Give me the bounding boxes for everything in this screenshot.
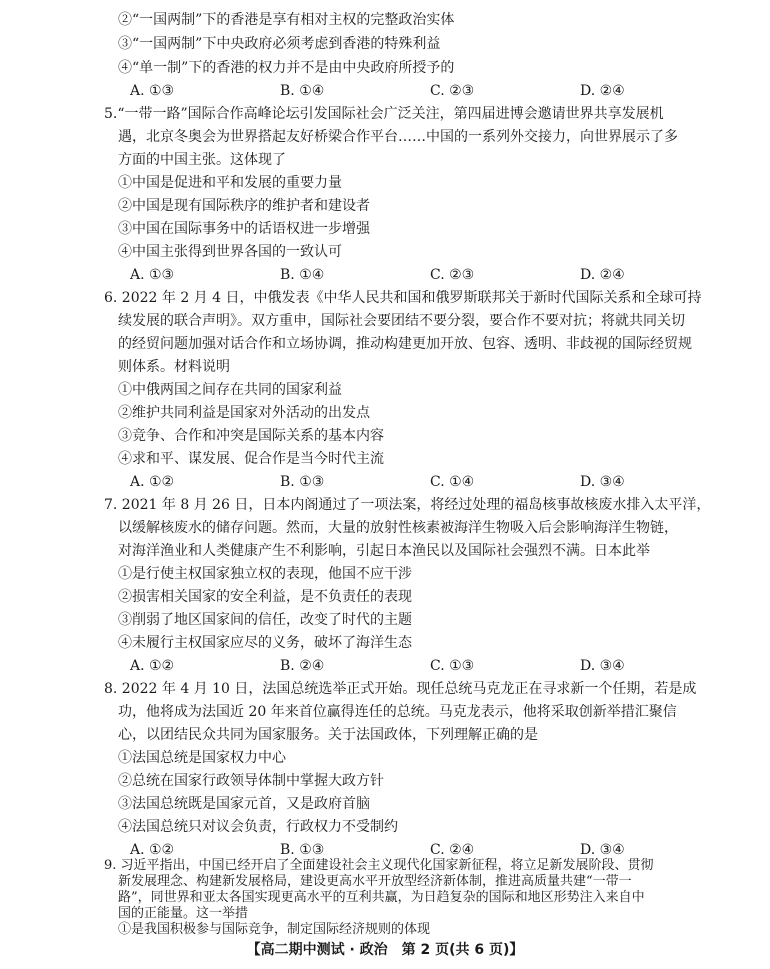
q6-choice-d: D. ③④ — [580, 474, 625, 490]
q6-stem-4: 则体系。材料说明 — [118, 359, 230, 375]
q8-option-2: ②总统在国家行政领导体制中掌握大政方针 — [118, 773, 384, 789]
q5-option-2: ②中国是现有国际秩序的维护者和建设者 — [118, 198, 370, 214]
q8-choice-d: D. ③④ — [580, 842, 625, 858]
q6-choice-a: A. ①② — [130, 474, 175, 490]
q6-option-4: ④求和平、谋发展、促合作是当今时代主流 — [118, 451, 384, 467]
q9-stem-4: 国的正能量。这一举措 — [118, 906, 249, 921]
q5-option-3: ③中国在国际事务中的话语权进一步增强 — [118, 221, 370, 237]
q9-stem-3: 路”，同世界和亚太各国实现更高水平的互利共赢，为日趋复杂的国际和地区形势注入来自中 — [118, 890, 645, 905]
q8-stem-2: 功，他将成为法国近 20 年来首位赢得连任的总统。马克龙表示，他将采取创新举措汇聚信 — [118, 704, 677, 720]
q7-choice-b: B. ②④ — [280, 658, 325, 674]
q6-stem-2: 续发展的联合声明》。双方重申，国际社会要团结不要分裂，要合作不要对抗；将就共同关切 — [118, 313, 685, 329]
q5-stem-2: 遇，北京冬奥会为世界搭起友好桥梁合作平台……中国的一系列外交接力，向世界展示了多 — [118, 129, 678, 145]
q8-choice-c: C. ②④ — [430, 842, 475, 858]
q7-stem-1: 7. 2021 年 8 月 26 日，日本内阁通过了一项法案，将经过处理的福岛核事故核废水排入太平洋， — [104, 497, 711, 513]
q4-choice-a: A. ①③ — [130, 83, 175, 99]
q7-choice-d: D. ③④ — [580, 658, 625, 674]
q4-option-2: ②“一国两制”下的香港是享有相对主权的完整政治实体 — [118, 12, 455, 28]
q7-stem-2: 以缓解核废水的储存问题。然而，大量的放射性核素被海洋生物吸入后会影响海洋生物链， — [118, 520, 678, 536]
q4-choice-c: C. ②③ — [430, 83, 475, 99]
q5-stem-3: 方面的中国主张。这体现了 — [118, 152, 286, 168]
q6-option-1: ①中俄两国之间存在共同的国家利益 — [118, 382, 342, 398]
q8-option-3: ③法国总统既是国家元首，又是政府首脑 — [118, 796, 370, 812]
q7-option-4: ④未履行主权国家应尽的义务，破坏了海洋生态 — [118, 635, 412, 651]
q5-option-1: ①中国是促进和平和发展的重要力量 — [118, 175, 342, 191]
q4-option-4: ④“单一制”下的香港的权力并不是由中央政府所授予的 — [118, 60, 455, 76]
q5-choice-b: B. ①④ — [280, 267, 325, 283]
q9-stem-1: 9. 习近平指出，中国已经开启了全面建设社会主义现代化国家新征程，将立足新发展阶段、贯彻 — [104, 858, 654, 873]
q7-choice-c: C. ①③ — [430, 658, 475, 674]
q5-choice-a: A. ①③ — [130, 267, 175, 283]
q6-stem-1: 6. 2022 年 2 月 4 日，中俄发表《中华人民共和国和俄罗斯联邦关于新时代国际关系和全球可持 — [104, 290, 702, 306]
q9-stem-2: 新发展理念、构建新发展格局，建设更高水平开放型经济新体制，推进高质量共建“一带一 — [118, 874, 632, 889]
q7-stem-3: 对海洋渔业和人类健康产生不利影响，引起日本渔民以及国际社会强烈不满。日本此举 — [118, 543, 650, 559]
q5-option-4: ④中国主张得到世界各国的一致认可 — [118, 244, 342, 260]
q4-option-3: ③“一国两制”下中央政府必须考虑到香港的特殊利益 — [118, 36, 441, 52]
q8-choice-b: B. ①③ — [280, 842, 325, 858]
q8-option-1: ①法国总统是国家权力中心 — [118, 750, 286, 766]
q8-stem-3: 心，以团结民众共同为国家服务。关于法国政体，下列理解正确的是 — [118, 727, 538, 743]
q5-choice-c: C. ②③ — [430, 267, 475, 283]
q7-option-3: ③削弱了地区国家间的信任，改变了时代的主题 — [118, 612, 412, 628]
q6-choice-b: B. ①③ — [280, 474, 325, 490]
q6-option-2: ②维护共同利益是国家对外活动的出发点 — [118, 405, 370, 421]
q9-option-1: ①是我国积极参与国际竞争，制定国际经济规则的体现 — [118, 922, 431, 937]
q6-choice-c: C. ①④ — [430, 474, 475, 490]
page-footer: 【高二期中测试 · 政治 第 2 页(共 6 页)】 — [246, 942, 524, 958]
q4-choice-d: D. ②④ — [580, 83, 625, 99]
q5-stem-1: 5.“一带一路”国际合作高峰论坛引发国际社会广泛关注，第四届进博会邀请世界共享发展机 — [104, 106, 664, 122]
q7-option-1: ①是行使主权国家独立权的表现，他国不应干涉 — [118, 566, 412, 582]
q7-choice-a: A. ①② — [130, 658, 175, 674]
q7-option-2: ②损害相关国家的安全利益，是不负责任的表现 — [118, 589, 412, 605]
q8-stem-1: 8. 2022 年 4 月 10 日，法国总统选举正式开始。现任总统马克龙正在寻求新一个任期，若是成 — [104, 681, 697, 697]
q6-stem-3: 的经贸问题加强对话合作和立场协调，推动构建更加开放、包容、透明、非歧视的国际经贸规 — [118, 336, 692, 352]
q8-choice-a: A. ①② — [130, 842, 175, 858]
q6-option-3: ③竞争、合作和冲突是国际关系的基本内容 — [118, 428, 384, 444]
q5-choice-d: D. ②④ — [580, 267, 625, 283]
q8-option-4: ④法国总统只对议会负责，行政权力不受制约 — [118, 819, 398, 835]
q4-choice-b: B. ①④ — [280, 83, 325, 99]
